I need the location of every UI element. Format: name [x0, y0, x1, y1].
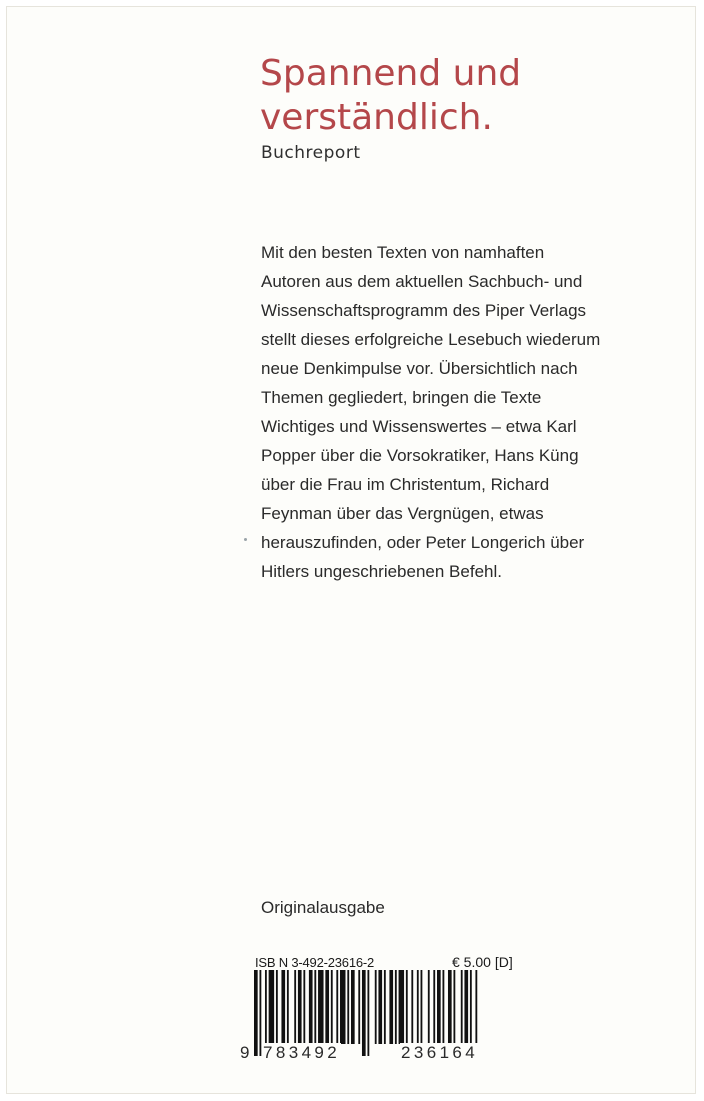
blurb-line: Mit den besten Texten von namhaften [261, 243, 545, 262]
barcode-bar [351, 970, 355, 1044]
barcode-bar [453, 970, 455, 1044]
barcode-bar [442, 970, 444, 1044]
barcode-bar [464, 970, 468, 1044]
barcode-bar [318, 970, 323, 1044]
headline-line-2: verständlich. [260, 97, 493, 138]
barcode-bar [417, 970, 419, 1044]
barcode-bar [314, 970, 316, 1044]
barcode-bar [358, 970, 360, 1044]
blurb-line: über die Frau im Christentum, Richard [261, 475, 550, 494]
barcode-bar [281, 970, 285, 1044]
isbn-label: ISB N 3-492-23616-2 [255, 955, 375, 970]
barcode-bar [298, 970, 302, 1044]
quote-source: Buchreport [261, 143, 361, 163]
barcode-bar [437, 970, 441, 1044]
price-label: € 5.00 [D] [452, 954, 513, 970]
blurb-line: Wichtiges und Wissenswertes – etwa Karl [261, 417, 577, 436]
headline-line-1: Spannend und [260, 53, 522, 94]
barcode-bar [461, 970, 463, 1044]
blurb-text [261, 238, 681, 586]
barcode-bar [433, 970, 435, 1044]
barcode-bar [399, 970, 404, 1044]
blurb-line: Hitlers ungeschriebenen Befehl. [261, 562, 502, 581]
barcode-bar [287, 970, 289, 1044]
paper-speck [244, 538, 247, 541]
blurb-line: stellt dieses erfolgreiche Lesebuch wiederum [261, 330, 601, 349]
barcode-bar [378, 970, 382, 1044]
barcode-bar [367, 970, 369, 1056]
barcode-bar [384, 970, 386, 1044]
barcode-bar [362, 970, 366, 1056]
barcode-digit-group-2: 236164 [401, 1043, 479, 1062]
edition-label: Originalausgabe [261, 898, 385, 917]
blurb-line: Autoren aus dem aktuellen Sachbuch- und [261, 272, 583, 291]
barcode-bar [448, 970, 452, 1044]
barcode-lead-digit: 9 [240, 1043, 250, 1062]
barcode-bar [375, 970, 377, 1044]
barcode-bar [411, 970, 413, 1044]
barcode-digit-group-1: 783492 [263, 1043, 341, 1062]
barcode-bar [269, 970, 274, 1044]
barcode-bar [421, 970, 423, 1044]
blurb-line: Feynman über das Vergnügen, etwas [261, 504, 544, 523]
barcode-bar [325, 970, 329, 1044]
barcode-bar [395, 970, 397, 1044]
blurb-line: herauszufinden, oder Peter Longerich über [261, 533, 585, 552]
barcode-bar [340, 970, 345, 1044]
blurb-line: Popper über die Vorsokratiker, Hans Küng [261, 446, 579, 465]
barcode-bar [389, 970, 393, 1044]
barcode-bar [428, 970, 430, 1044]
headline-quote [260, 52, 660, 140]
barcode-bar [276, 970, 278, 1044]
barcode-bar [265, 970, 267, 1044]
barcode-bar [294, 970, 296, 1044]
barcode-bar [331, 970, 333, 1044]
barcode-bar [303, 970, 305, 1044]
barcode-bar [336, 970, 338, 1044]
barcode-bar [406, 970, 408, 1044]
blurb-line: neue Denkimpulse vor. Übersichtlich nach [261, 359, 578, 378]
barcode-bar [254, 970, 258, 1056]
blurb-line: Themen gegliedert, bringen die Texte [261, 388, 542, 407]
barcode-bar [347, 970, 349, 1044]
blurb-line: Wissenschaftsprogramm des Piper Verlags [261, 301, 587, 320]
barcode-bar [309, 970, 313, 1044]
